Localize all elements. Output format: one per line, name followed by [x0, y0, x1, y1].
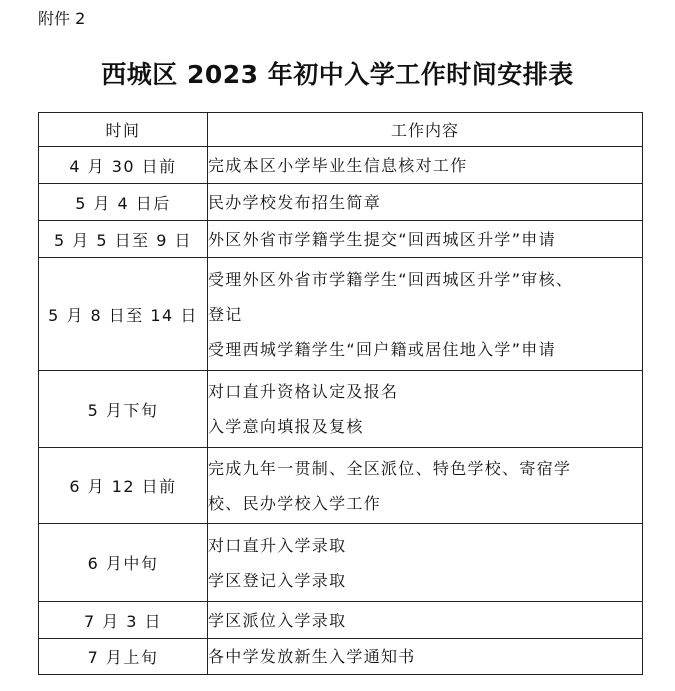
- row-time: 5 月 5 日至 9 日: [39, 221, 208, 258]
- table-row: [39, 258, 643, 371]
- row-time: 5 月下旬: [39, 371, 208, 448]
- row-time: 4 月 30 日前: [39, 147, 208, 184]
- table-row: [39, 524, 643, 602]
- work-line: 学区登记入学录取: [208, 570, 347, 590]
- schedule-table: [38, 112, 643, 675]
- row-work: [208, 258, 643, 371]
- row-work: [208, 448, 643, 524]
- header-work: 工作内容: [208, 113, 643, 147]
- work-line: 各中学发放新生入学通知书: [208, 647, 416, 666]
- row-work: [208, 147, 643, 184]
- table-row: [39, 371, 643, 448]
- row-work: [208, 639, 643, 675]
- table-row: [39, 221, 643, 258]
- row-time: 7 月 3 日: [39, 602, 208, 639]
- row-work: [208, 184, 643, 221]
- table-row: [39, 602, 643, 639]
- table-header-row: [39, 113, 643, 147]
- row-work: [208, 524, 643, 602]
- work-line: 校、民办学校入学工作: [208, 493, 382, 513]
- work-line: 对口直升资格认定及报名: [208, 382, 399, 401]
- work-line: 外区外省市学籍学生提交“回西城区升学”申请: [208, 229, 556, 249]
- row-time: 5 月 8 日至 14 日: [39, 258, 208, 371]
- row-work: [208, 602, 643, 639]
- work-line: 完成九年一贯制、全区派位、特色学校、寄宿学: [208, 458, 572, 478]
- work-line: 受理西城学籍学生“回户籍或居住地入学”申请: [208, 339, 556, 359]
- row-time: 6 月中旬: [39, 524, 208, 602]
- row-time: 5 月 4 日后: [39, 184, 208, 221]
- table-row: [39, 639, 643, 675]
- row-work: [208, 371, 643, 448]
- table-row: [39, 184, 643, 221]
- work-line: 入学意向填报及复核: [208, 417, 364, 436]
- attachment-label: 附件 2: [38, 9, 86, 28]
- work-line: 受理外区外省市学籍学生“回西城区升学”审核、: [208, 269, 574, 289]
- row-time: 6 月 12 日前: [39, 448, 208, 524]
- work-line: 对口直升入学录取: [208, 535, 347, 555]
- table-row: [39, 448, 643, 524]
- row-time: 7 月上旬: [39, 639, 208, 675]
- table-row: [39, 147, 643, 184]
- work-line: 民办学校发布招生简章: [208, 192, 382, 212]
- work-line: 学区派位入学录取: [208, 610, 347, 630]
- row-work: [208, 221, 643, 258]
- document-title: 西城区 2023 年初中入学工作时间安排表: [101, 60, 574, 89]
- header-time: 时间: [39, 113, 208, 147]
- work-line: 登记: [208, 304, 243, 324]
- work-line: 完成本区小学毕业生信息核对工作: [208, 155, 468, 175]
